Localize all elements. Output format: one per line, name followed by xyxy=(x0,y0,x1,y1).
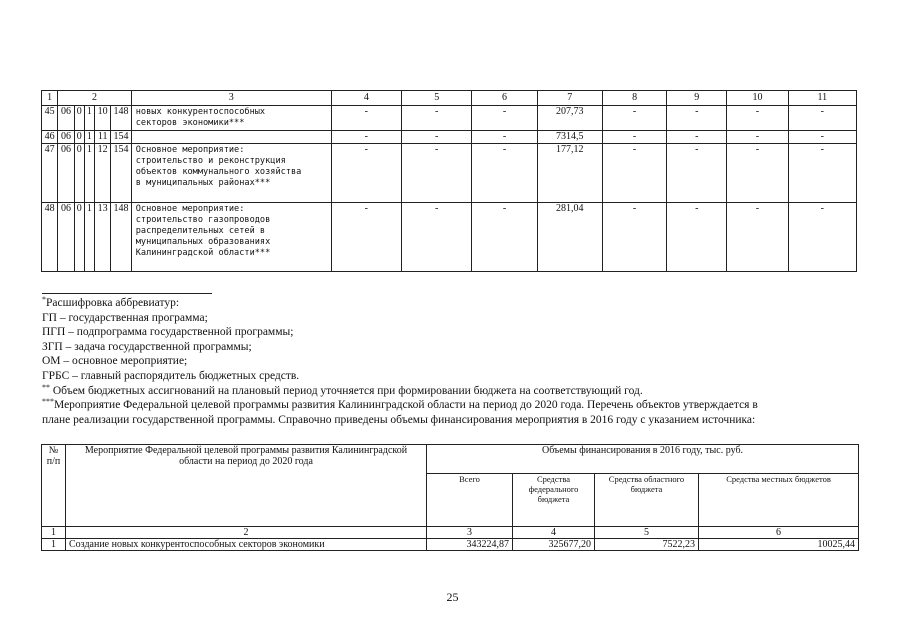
event-name-line: распределительных сетей в xyxy=(135,226,266,236)
code-cell: 0 xyxy=(74,131,84,144)
header-cell: 9 xyxy=(667,91,727,106)
event-name-line: Основное мероприятие: xyxy=(135,204,245,214)
code-cell: 1 xyxy=(84,106,94,131)
event-name-line: строительство газопроводов xyxy=(135,215,271,225)
footnote-line: ОМ – основное мероприятие; xyxy=(42,355,188,368)
value-cell: - xyxy=(472,144,537,203)
table-row xyxy=(42,203,857,272)
value-cell: - xyxy=(472,131,537,144)
value-cell: 281,04 xyxy=(537,203,602,272)
footnote-line: ЗГП – задача государственной программы; xyxy=(42,340,252,353)
table-row xyxy=(42,131,857,144)
event-name-line: строительство и реконструкция xyxy=(135,156,286,166)
footnote-abbrev-title: *Расшифровка аббревиатур: xyxy=(42,295,180,309)
event-name-line: секторов экономики*** xyxy=(135,118,245,128)
code-cell: 1 xyxy=(84,144,94,203)
code-cell: 11 xyxy=(95,131,111,144)
header-federal: Средства федерального бюджета xyxy=(513,474,595,527)
row-number: 47 xyxy=(42,144,58,203)
index-cell: 5 xyxy=(595,527,699,539)
row-num: 1 xyxy=(42,539,66,551)
financing-table xyxy=(41,444,859,551)
row-event: Создание новых конкурентоспособных секторов экономики xyxy=(66,539,427,551)
event-name-line: новых конкурентоспособных xyxy=(135,107,266,117)
code-cell: 0 xyxy=(74,106,84,131)
value-cell: - xyxy=(602,203,666,272)
code-cell: 06 xyxy=(58,131,74,144)
row-regional: 7522,23 xyxy=(595,539,699,551)
value-cell: - xyxy=(331,203,401,272)
code-cell: 148 xyxy=(111,106,131,131)
index-cell: 1 xyxy=(42,527,66,539)
header-event: Мероприятие Федеральной целевой программы развития Калининградской области на период до 2020 года xyxy=(66,445,427,527)
value-cell: - xyxy=(667,203,727,272)
value-cell: - xyxy=(727,144,788,203)
code-cell: 06 xyxy=(58,144,74,203)
header-num: № п/п xyxy=(42,445,66,527)
code-cell: 1 xyxy=(84,131,94,144)
value-cell: - xyxy=(472,106,537,131)
header-regional: Средства областного бюджета xyxy=(595,474,699,527)
table-index-row xyxy=(42,527,859,539)
table-row xyxy=(42,539,859,551)
value-cell: - xyxy=(402,144,472,203)
header-cell: 10 xyxy=(727,91,788,106)
header-cell: 11 xyxy=(788,91,856,106)
header-volumes: Объемы финансирования в 2016 году, тыс. руб. xyxy=(427,445,859,474)
header-cell: 6 xyxy=(472,91,537,106)
value-cell: - xyxy=(472,203,537,272)
code-cell: 12 xyxy=(95,144,111,203)
table-row xyxy=(42,106,857,131)
footnote-budget: ** Объем бюджетных ассигнований на плановый период уточняется при формировании бюджета на соответствующий год. xyxy=(42,382,643,397)
value-cell: 7314,5 xyxy=(537,131,602,144)
footnote-line: ГП – государственная программа; xyxy=(42,311,208,324)
value-cell: - xyxy=(602,106,666,131)
value-cell: - xyxy=(667,144,727,203)
header-cell: 3 xyxy=(131,91,331,106)
value-cell: - xyxy=(331,106,401,131)
code-cell: 0 xyxy=(74,144,84,203)
value-cell: - xyxy=(602,131,666,144)
header-cell: 4 xyxy=(331,91,401,106)
code-cell: 13 xyxy=(95,203,111,272)
value-cell: - xyxy=(331,144,401,203)
value-cell: - xyxy=(402,131,472,144)
footnote-line: ПГП – подпрограмма государственной программы; xyxy=(42,326,294,339)
value-cell: - xyxy=(602,144,666,203)
row-total: 343224,87 xyxy=(427,539,513,551)
event-name xyxy=(131,106,331,131)
index-cell: 3 xyxy=(427,527,513,539)
code-cell: 148 xyxy=(111,203,131,272)
event-name xyxy=(131,131,331,144)
footnote-divider xyxy=(42,293,212,294)
header-cell: 5 xyxy=(402,91,472,106)
header-cell: 2 xyxy=(58,91,131,106)
value-cell: - xyxy=(788,144,856,203)
code-cell: 06 xyxy=(58,106,74,131)
event-name xyxy=(131,203,331,272)
event-name-line: муниципальных образованиях xyxy=(135,237,271,247)
footnotes xyxy=(42,293,862,427)
event-name-line: объектов коммунального хозяйства xyxy=(135,167,302,177)
header-total: Всего xyxy=(427,474,513,527)
code-cell: 06 xyxy=(58,203,74,272)
event-name-line: Калининградской области*** xyxy=(135,248,271,258)
table-header-row xyxy=(42,445,859,474)
program-table xyxy=(41,90,857,272)
header-local: Средства местных бюджетов xyxy=(699,474,859,527)
code-cell: 10 xyxy=(95,106,111,131)
index-cell: 2 xyxy=(66,527,427,539)
table-header-row xyxy=(42,91,857,106)
value-cell: - xyxy=(727,106,788,131)
value-cell: 177,12 xyxy=(537,144,602,203)
event-name xyxy=(131,144,331,203)
value-cell: - xyxy=(727,203,788,272)
header-cell: 7 xyxy=(537,91,602,106)
event-name-line: в муниципальных районах*** xyxy=(135,178,271,188)
code-cell: 154 xyxy=(111,131,131,144)
value-cell: - xyxy=(667,131,727,144)
row-number: 46 xyxy=(42,131,58,144)
value-cell: - xyxy=(402,203,472,272)
index-cell: 4 xyxy=(513,527,595,539)
row-number: 48 xyxy=(42,203,58,272)
value-cell: - xyxy=(331,131,401,144)
row-federal: 325677,20 xyxy=(513,539,595,551)
row-local: 10025,44 xyxy=(699,539,859,551)
header-cell: 8 xyxy=(602,91,666,106)
value-cell: - xyxy=(727,131,788,144)
row-number: 45 xyxy=(42,106,58,131)
footnote-fcp: ***Мероприятие Федеральной целевой программы развития Калининградской области на период до 2020 года. Перечень объектов утверждается в xyxy=(42,397,758,412)
value-cell: 207,73 xyxy=(537,106,602,131)
value-cell: - xyxy=(788,131,856,144)
value-cell: - xyxy=(402,106,472,131)
index-cell: 6 xyxy=(699,527,859,539)
code-cell: 154 xyxy=(111,144,131,203)
code-cell: 1 xyxy=(84,203,94,272)
footnote-line: ГРБС – главный распорядитель бюджетных средств. xyxy=(42,369,300,382)
value-cell: - xyxy=(667,106,727,131)
table-row xyxy=(42,144,857,203)
value-cell: - xyxy=(788,203,856,272)
value-cell: - xyxy=(788,106,856,131)
code-cell: 0 xyxy=(74,203,84,272)
footnote-line: плане реализации государственной программы. Справочно приведены объемы финансирования мероприятия в 2016 году с указанием источника: xyxy=(42,413,756,426)
page-number: 25 xyxy=(446,590,459,604)
header-cell: 1 xyxy=(42,91,58,106)
event-name-line: Основное мероприятие: xyxy=(135,145,245,155)
